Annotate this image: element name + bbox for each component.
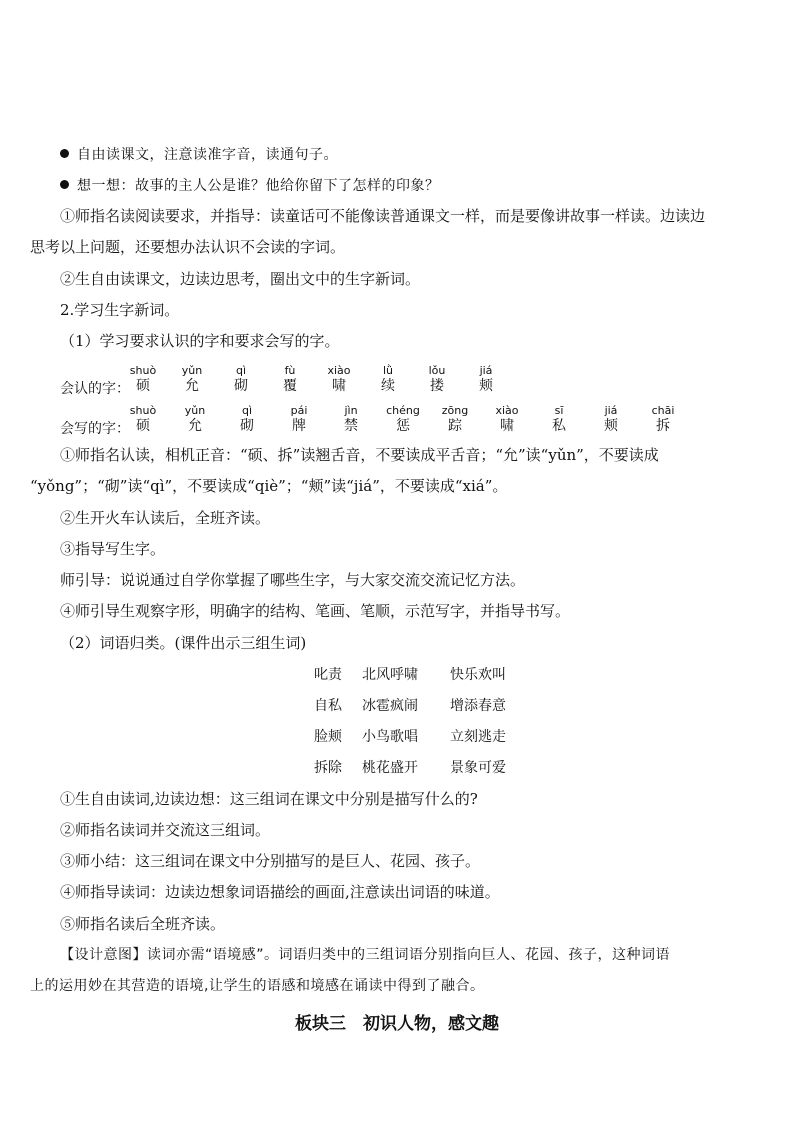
pinyin: xiào <box>495 404 519 417</box>
hanzi: 砌 <box>240 418 254 434</box>
pinyin-char <box>482 404 532 435</box>
pinyin-char <box>167 364 217 395</box>
recognize-label: 会认的字： <box>60 381 130 397</box>
pinyin-char <box>216 364 266 395</box>
hanzi: 砌 <box>234 378 248 394</box>
hanzi: 续 <box>381 378 395 394</box>
pinyin: shuò <box>129 404 157 417</box>
pinyin-char <box>638 404 688 435</box>
pinyin: jiá <box>604 404 618 417</box>
hanzi: 啸 <box>500 418 514 434</box>
word-item: 冰雹疯闹 <box>362 698 418 714</box>
word-group-row <box>0 664 794 686</box>
hanzi: 颊 <box>604 418 618 434</box>
pinyin-char <box>222 404 272 435</box>
pinyin: zōng <box>441 404 469 417</box>
pinyin-char <box>118 404 168 435</box>
pinyin-char <box>586 404 636 435</box>
word-item: 桃花盛开 <box>362 760 418 776</box>
bullet-item-2: 想一想：故事的主人公是谁？他给你留下了怎样的印象？ <box>60 175 794 197</box>
paragraph-line: “yǒng”；“砌”读“qì”，不要读成“qiè”；“颊”读“jiá”，不要读成“xiá”。 <box>30 477 508 495</box>
design-intent-line: 【设计意图】读词亦需“语境感”。词语归类中的三组词语分别指向巨人、花园、孩子，这种词语 <box>60 947 671 963</box>
paragraph: ④师引导生观察字形，明确字的结构、笔画、笔顺，示范写字，并指导书写。 <box>60 602 571 620</box>
bullet-dot-icon <box>60 149 69 158</box>
write-label: 会写的字： <box>60 421 130 437</box>
paragraph-line: ①师指名读阅读要求，并指导：读童话可不能像读普通课文一样，而是要像讲故事一样读。边读边 <box>60 207 706 225</box>
paragraph: ②师指名读词并交流这三组词。 <box>60 821 271 839</box>
word-item: 脸颊 <box>314 729 342 745</box>
pinyin: jìn <box>344 404 358 417</box>
hanzi: 覆 <box>283 378 297 394</box>
write-chars-row <box>60 404 760 440</box>
hanzi: 允 <box>188 418 202 434</box>
paragraph: ③师小结：这三组词在课文中分别描写的是巨人、花园、孩子。 <box>60 852 481 870</box>
paragraph: ⑤师指名读后全班齐读。 <box>60 915 226 933</box>
recognize-chars-row <box>60 364 760 400</box>
design-intent-line: 上的运用妙在其营造的语境,让学生的语感和境感在诵读中得到了融合。 <box>30 978 485 994</box>
pinyin: fù <box>284 364 296 377</box>
pinyin: xiào <box>327 364 351 377</box>
pinyin-char <box>461 364 511 395</box>
bullet-dot-icon <box>60 180 69 189</box>
paragraph: ②生自由读课文，边读边思考，圈出文中的生字新词。 <box>60 270 421 288</box>
pinyin-char <box>274 404 324 435</box>
pinyin-char <box>118 364 168 395</box>
word-item: 叱责 <box>314 667 342 683</box>
pinyin: yǔn <box>181 364 203 377</box>
pinyin-char <box>363 364 413 395</box>
word-item: 自私 <box>314 698 342 714</box>
hanzi: 禁 <box>344 418 358 434</box>
hanzi: 搂 <box>430 378 444 394</box>
hanzi: 硕 <box>136 418 150 434</box>
hanzi: 啸 <box>332 378 346 394</box>
hanzi: 拆 <box>656 418 670 434</box>
section-heading: 2.学习生字新词。 <box>60 301 180 319</box>
pinyin: sī <box>554 404 564 417</box>
word-group-row <box>0 695 794 717</box>
word-item: 立刻逃走 <box>450 729 506 745</box>
word-item: 景象可爱 <box>450 760 506 776</box>
pinyin-char <box>378 404 428 435</box>
pinyin: lǒu <box>428 364 446 377</box>
hanzi: 允 <box>185 378 199 394</box>
paragraph: ③指导写生字。 <box>60 540 166 558</box>
pinyin-char <box>430 404 480 435</box>
pinyin: chéng <box>386 404 420 417</box>
word-item: 北风呼啸 <box>362 667 418 683</box>
subheading: （1）学习要求认识的字和要求会写的字。 <box>60 332 340 350</box>
paragraph-line: 思考以上问题，还要想办法认识不会读的字词。 <box>30 238 346 256</box>
word-item: 拆除 <box>314 760 342 776</box>
word-group-row <box>0 726 794 748</box>
hanzi: 颊 <box>479 378 493 394</box>
hanzi: 私 <box>552 418 566 434</box>
pinyin-char <box>534 404 584 435</box>
pinyin: shuò <box>129 364 157 377</box>
pinyin-char <box>326 404 376 435</box>
paragraph: ②生开火车认读后，全班齐读。 <box>60 509 271 527</box>
word-item: 增添春意 <box>450 698 506 714</box>
pinyin-char <box>314 364 364 395</box>
pinyin: lǜ <box>382 364 394 377</box>
word-group-row <box>0 757 794 779</box>
pinyin: chāi <box>651 404 675 417</box>
paragraph-line: ①师指名认读，相机正音：“硕、拆”读翘舌音，不要读成平舌音；“允”读“yǔn”，不要读成 <box>60 446 659 464</box>
word-item: 小鸟歌唱 <box>362 729 418 745</box>
paragraph: ①生自由读词,边读边想：这三组词在课文中分别是描写什么的? <box>60 790 478 808</box>
hanzi: 硕 <box>136 378 150 394</box>
paragraph: 师引导：说说通过自学你掌握了哪些生字，与大家交流交流记忆方法。 <box>60 571 526 589</box>
pinyin-char <box>170 404 220 435</box>
pinyin: jiá <box>479 364 493 377</box>
pinyin: yǔn <box>184 404 206 417</box>
pinyin: qì <box>235 364 247 377</box>
pinyin: qì <box>241 404 253 417</box>
pinyin-char <box>265 364 315 395</box>
section-title: 板块三 初识人物，感文趣 <box>295 1014 499 1034</box>
paragraph: ④师指导读词：边读边想象词语描绘的画面,注意读出词语的味道。 <box>60 883 500 901</box>
hanzi: 惩 <box>396 418 410 434</box>
subheading: （2）词语归类。(课件出示三组生词) <box>60 634 307 652</box>
hanzi: 牌 <box>292 418 306 434</box>
bullet-item-1: 自由读课文，注意读准字音，读通句子。 <box>60 144 794 166</box>
hanzi: 踪 <box>448 418 462 434</box>
pinyin-char <box>412 364 462 395</box>
word-item: 快乐欢叫 <box>450 667 506 683</box>
pinyin: pái <box>290 404 308 417</box>
